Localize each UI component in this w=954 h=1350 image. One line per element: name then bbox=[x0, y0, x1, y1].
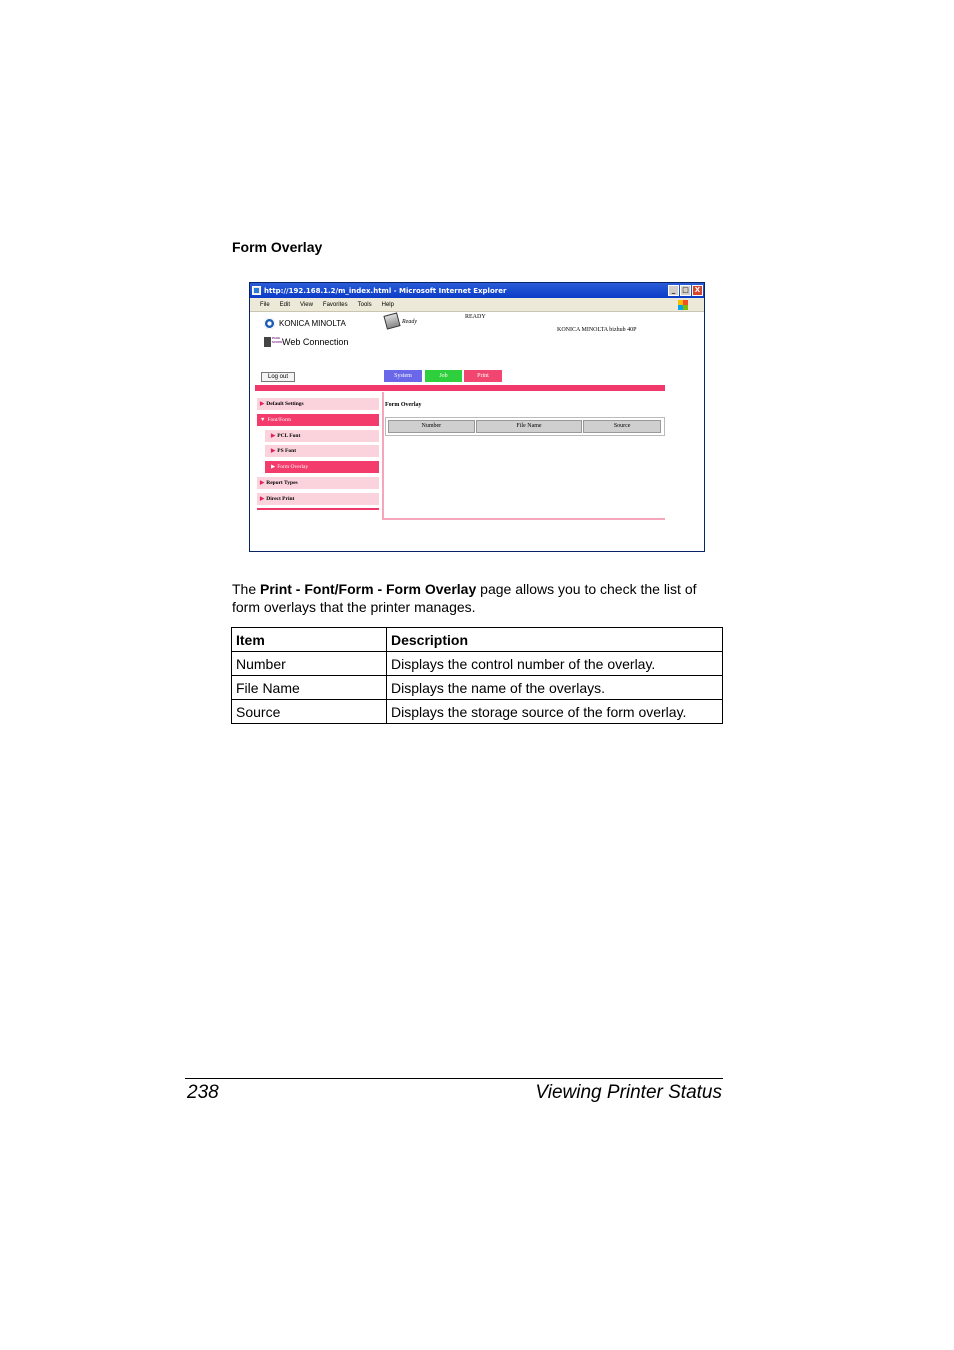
web-connection-label: Web Connection bbox=[282, 337, 349, 347]
menu-edit[interactable]: Edit bbox=[279, 301, 291, 308]
description-table bbox=[231, 627, 723, 724]
header-divider bbox=[255, 385, 665, 391]
column-header-number[interactable]: Number bbox=[388, 420, 475, 433]
menu-view[interactable]: View bbox=[300, 301, 313, 308]
pagescope-logo-icon bbox=[264, 336, 280, 348]
sidebar-item-report-types[interactable] bbox=[257, 477, 379, 489]
sidebar-item-label: PS Font bbox=[277, 448, 297, 455]
row-item: Number bbox=[232, 652, 387, 676]
table-row bbox=[232, 652, 723, 676]
row-item: Source bbox=[232, 700, 387, 724]
row-description: Displays the storage source of the form overlay. bbox=[387, 700, 723, 724]
sidebar-item-direct-print[interactable] bbox=[257, 493, 379, 505]
browser-screenshot bbox=[249, 282, 705, 552]
printer-model: KONICA MINOLTA bizhub 40P bbox=[557, 327, 637, 333]
footer-rule bbox=[185, 1078, 723, 1079]
sidebar-item-ps-font[interactable] bbox=[265, 445, 379, 457]
web-connection-logo bbox=[264, 336, 348, 348]
minimize-button[interactable]: _ bbox=[668, 285, 679, 296]
table-row bbox=[232, 700, 723, 724]
table-row bbox=[232, 676, 723, 700]
page-content bbox=[250, 312, 704, 551]
maximize-button[interactable]: □ bbox=[680, 285, 691, 296]
windows-logo-icon bbox=[678, 300, 688, 310]
printer-status-caps: READY bbox=[465, 314, 486, 320]
sidebar-item-default-settings[interactable] bbox=[257, 398, 379, 410]
close-button[interactable]: X bbox=[692, 285, 703, 296]
konica-minolta-logo-icon bbox=[264, 318, 275, 329]
tab-system[interactable]: System bbox=[384, 370, 422, 382]
overlay-table bbox=[385, 417, 665, 436]
sidebar-item-label: Default Settings bbox=[266, 401, 304, 407]
chapter-title: Viewing Printer Status bbox=[535, 1082, 722, 1103]
sidebar-item-label: Font/Form bbox=[267, 416, 291, 423]
arrow-right-icon: ▶ bbox=[271, 464, 276, 471]
sidebar-item-label: Form Overlay bbox=[277, 464, 309, 471]
column-header-file-name[interactable]: File Name bbox=[476, 420, 583, 433]
sidebar-divider bbox=[257, 508, 379, 510]
tab-job[interactable]: Job bbox=[425, 370, 462, 382]
menu-help[interactable]: Help bbox=[381, 301, 394, 308]
window-title: http://192.168.1.2/m_index.html - Microsoft Internet Explorer bbox=[264, 286, 507, 295]
brand-name: KONICA MINOLTA bbox=[279, 319, 346, 328]
logout-button[interactable]: Log out bbox=[261, 372, 295, 382]
column-header-source[interactable]: Source bbox=[583, 420, 661, 433]
tab-print[interactable]: Print bbox=[464, 370, 502, 382]
arrow-down-icon: ▼ bbox=[260, 416, 266, 423]
sidebar-menu bbox=[257, 398, 379, 509]
arrow-right-icon: ▶ bbox=[271, 432, 276, 439]
printer-status: Ready bbox=[402, 319, 417, 325]
section-heading: Form Overlay bbox=[232, 239, 323, 255]
row-item: File Name bbox=[232, 676, 387, 700]
arrow-right-icon: ▶ bbox=[271, 448, 276, 455]
intro-text-pre: The bbox=[232, 581, 261, 597]
arrow-right-icon: ▶ bbox=[260, 401, 265, 407]
intro-text-post: page allows you to check the list of form overlays that the printer manages. bbox=[232, 581, 697, 615]
sidebar-item-pcl-font[interactable] bbox=[265, 430, 379, 442]
row-description: Displays the name of the overlays. bbox=[387, 676, 723, 700]
header-description: Description bbox=[387, 628, 723, 652]
sidebar-item-label: Direct Print bbox=[266, 495, 295, 502]
table-header-row bbox=[232, 628, 723, 652]
page-number: 238 bbox=[187, 1082, 219, 1103]
window-titlebar bbox=[250, 283, 704, 298]
header-item: Item bbox=[232, 628, 387, 652]
sidebar-item-font-form[interactable] bbox=[257, 414, 379, 426]
printer-icon bbox=[383, 312, 400, 329]
arrow-right-icon: ▶ bbox=[260, 495, 265, 502]
menu-tools[interactable]: Tools bbox=[357, 301, 372, 308]
arrow-right-icon: ▶ bbox=[260, 479, 265, 486]
content-bottom-divider bbox=[382, 518, 665, 520]
main-title: Form Overlay bbox=[385, 402, 422, 408]
ie-page-icon bbox=[252, 286, 261, 295]
content-vertical-divider bbox=[382, 392, 384, 520]
menu-file[interactable]: File bbox=[260, 301, 270, 308]
sidebar-item-label: PCL Font bbox=[277, 432, 301, 439]
sidebar-item-form-overlay[interactable] bbox=[265, 461, 379, 473]
row-description: Displays the control number of the overlay. bbox=[387, 652, 723, 676]
brand-logo bbox=[264, 318, 346, 329]
menu-favorites[interactable]: Favorites bbox=[322, 301, 348, 308]
intro-text-bold: Print - Font/Form - Form Overlay bbox=[260, 581, 477, 597]
sidebar-item-label: Report Types bbox=[266, 479, 298, 486]
menu-bar bbox=[250, 298, 704, 312]
intro-paragraph bbox=[232, 580, 724, 616]
